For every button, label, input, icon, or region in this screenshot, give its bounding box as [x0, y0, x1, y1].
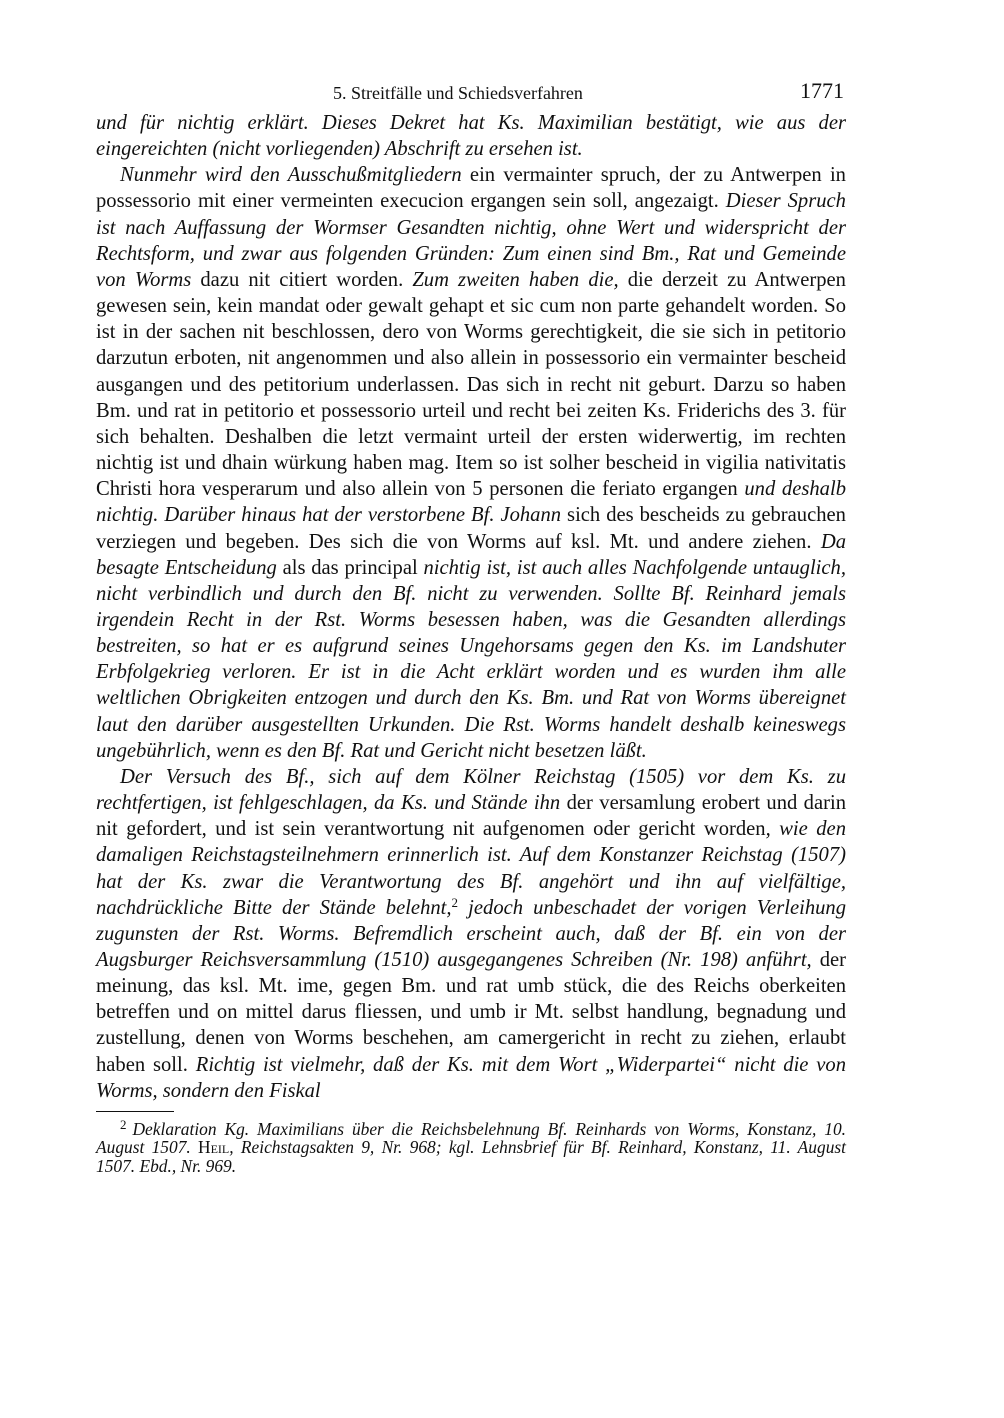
footnote-author: Heil [198, 1137, 230, 1158]
body-text [96, 110, 846, 1104]
italic-text-run: Nunmehr wird den Ausschußmitgliedern [120, 164, 462, 187]
italic-text-run: Zum zweiten haben die, [412, 268, 619, 291]
italic-text-run: Richtig ist vielmehr, daß der Ks. mit dem Wort „Widerpartei“ nicht die von Worms, sondern den Fiskal [96, 1053, 847, 1102]
chapter-title: 5. Streitfälle und Schiedsverfahren [333, 83, 583, 103]
text-run: dazu nit citiert worden. [191, 268, 413, 291]
italic-text-run: , wie den damaligen Reichstagsteilnehmern erinnerlich ist. Auf dem Konstanzer Reichstag (1507) hat der Ks. zwar die Verantwortung des Bf. angehört und ihn auf vielfältige, nachdrückliche Bitte der Stände belehnt, [96, 818, 846, 919]
paragraph-3 [96, 764, 846, 1104]
running-header [96, 76, 846, 110]
italic-text-run: Der Versuch des Bf., sich auf dem Kölner Reichstag (1505) vor dem Ks. zu rechtfertigen, ist fehlgeschlagen, da Ks. und Stände ihn [96, 765, 846, 815]
footnote-text-b: , Reichstagsakten 9, Nr. 968; kgl. Lehnsbrief für Bf. Reinhard, Konstanz, 11. August 1507. Ebd., Nr. 969. [96, 1137, 846, 1176]
text-run: die derzeit zu Antwerpen gewesen sein, kein mandat oder gewalt gehapt et sic cum non parte gehandelt worden. So ist in der sachen nit beschlossen, dero von Worms gerechtigkeit, die sie sich in petitorio darzutun erboten, nit angenommen und also allein in possessorio ein vermainter bescheid ausgangen und des petitorium underlassen. Das sich in recht nit geburt. Darzu so haben Bm. und rat in petitorio et possessorio urteil und recht bei zeiten Ks. Friderichs des 3. für sich behalten. Deshalben die letzt vermaint urteil der ersten widerwertig, im rechten nichtig ist und dhain würkung haben mag. Item so ist solher bescheid in vigilia nativitatis Christi hora vesperarum und also allein von 5 personen die feriato ergangen [96, 268, 846, 501]
italic-text-run: und für nichtig erklärt. Dieses Dekret hat Ks. Maximilian bestätigt, wie aus der eingereichten (nicht vorliegenden) Abschrift zu ersehen ist. [96, 112, 846, 161]
page-number: 1771 [800, 78, 844, 103]
footnote-number: 2 [120, 1116, 127, 1132]
footnote-text-a: Deklaration Kg. Maximilians über die Reichsbelehnung Bf. Reinhards von Worms, Konstanz, 10. August 1507. [96, 1118, 846, 1158]
text-run: sich des bescheids zu gebrauchen verziegen und begeben. Des sich die von Worms auf ksl. Mt. und andere ziehen. [96, 504, 846, 553]
footnote-divider [96, 1111, 174, 1112]
italic-text-run: und deshalb nichtig. Darüber hinaus hat der verstorbene Bf. Johann [96, 478, 846, 527]
text-run: der meinung, das ksl. Mt. ime, gegen Bm. und rat umb stück, die des Reichs oberkeiten betreffen und on mittel darus fliessen, und umb ir Mt. selbst handlung, begnadung und zustellung, denen von Worms beschehen, am camergericht in recht zu ziehen, erlaubt haben soll. [96, 949, 847, 1076]
text-run: als das principal [276, 556, 424, 579]
text-run: ein vermainter spruch, der zu Antwerpen in possessorio mit einer vermeinten execucion ergangen sein soll, angezaigt. [96, 164, 846, 213]
document-page [96, 76, 846, 1175]
paragraph-2 [96, 162, 846, 764]
footnote-reference: 2 [451, 894, 459, 910]
text-run: der versamlung erobert und darin nit gefordert, und ist sein verantwortung nit aufgenomen oder gericht worden [96, 792, 846, 841]
paragraph-1 [96, 110, 846, 162]
footnote [96, 1116, 846, 1176]
italic-text-run: nichtig ist, ist auch alles Nachfolgende untauglich, nicht verbindlich und durch den Bf. nicht zu verwenden. Sollte Bf. Reinhard jemals irgendein Recht in der Rst. Worms besessen haben, was die Gesandten allerdings bestreiten, so hat er es aufgrund seines Ungehorsams gegen den Ks. im Landshuter Erbfolgekrieg verloren. Er ist in die Acht erklärt worden und es wurden ihm alle weltlichen Obrigkeiten entzogen und durch den Ks. Bm. und Rat von Worms übereignet laut den darüber ausgestellten Urkunden. Die Rst. Worms handelt deshalb keineswegs ungebührlich, wenn es den Bf. Rat und Gericht nicht besetzen läßt. [96, 556, 846, 762]
italic-text-run: Dieser Spruch ist nach Auffassung der Wormser Gesandten nichtig, ohne Wert und widerspricht der Rechtsform, und zwar aus folgenden Gründen: Zum einen sind Bm., Rat und Gemeinde von Worms [96, 190, 846, 291]
italic-text-run: jedoch unbeschadet der vorigen Verleihung zugunsten der Rst. Worms. Befremdlich erscheint auch, daß der Bf. ein von der Augsburger Reichsversammlung (1510) ausgegangenes Schreiben (Nr. 198) anführt, [96, 896, 847, 971]
italic-text-run: Da besagte Entscheidung [96, 530, 846, 579]
